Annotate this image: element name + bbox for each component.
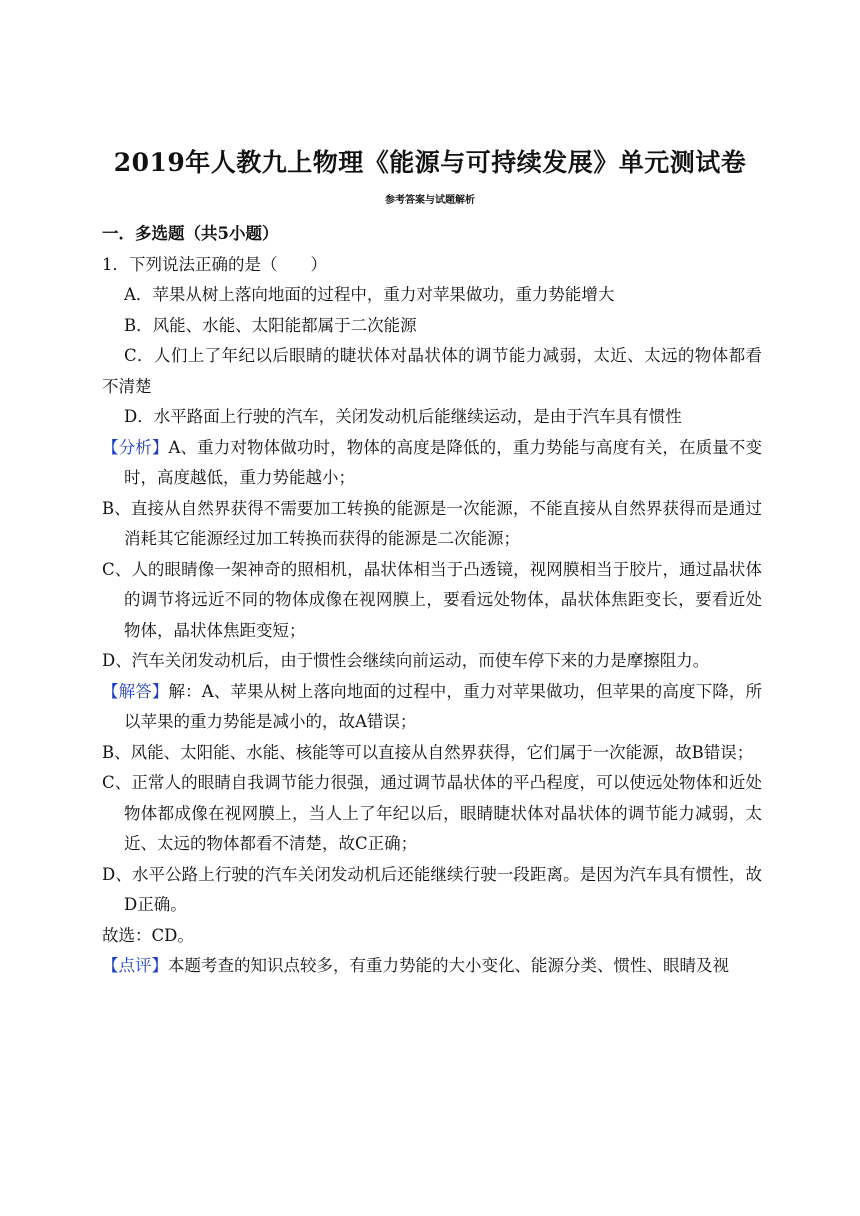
comment-text: 本题考查的知识点较多，有重力势能的大小变化、能源分类、惯性、眼睛及视 xyxy=(168,956,729,975)
solution-item-c: C、正常人的眼睛自我调节能力很强，通过调节晶状体的平凸程度，可以使远处物体和近处物体都成像在视网膜上，当人上了年纪以后，眼睛睫状体对晶状体的调节能力减弱，太近、太远的物体都看不清楚，故C正确； xyxy=(102,773,762,853)
option-c: C．人们上了年纪以后眼睛的睫状体对晶状体的调节能力减弱，太近、太远的物体都看不清楚 xyxy=(102,346,762,396)
analysis-tag: 【分析】 xyxy=(102,437,169,457)
comment-line xyxy=(102,951,762,982)
document-body xyxy=(102,219,762,982)
section-heading: 一．多选题（共5小题） xyxy=(102,224,279,243)
comment-block xyxy=(102,951,762,982)
analysis-text-a: A、重力对物体做功时，物体的高度是降低的，重力势能与高度有关，在质量不变时，高度越低，重力势能越小； xyxy=(124,437,763,487)
page-title: 2019年人教九上物理《能源与可持续发展》单元测试卷 xyxy=(113,148,747,177)
comment-tag: 【点评】 xyxy=(102,956,168,975)
solution-item-d: D、水平公路上行驶的汽车关闭发动机后还能继续行驶一段距离。是因为汽车具有惯性，故D正确。 xyxy=(102,864,762,914)
answer-line: 故选：CD。 xyxy=(102,925,194,945)
analysis-block xyxy=(102,433,762,677)
solution-text-a: 解：A、苹果从树上落向地面的过程中，重力对苹果做功，但苹果的高度下降，所以苹果的重力势能是减小的，故A错误； xyxy=(124,681,763,731)
solution-item-a xyxy=(102,677,762,738)
analysis-item-b: B、直接从自然界获得不需要加工转换的能源是一次能源，不能直接从自然界获得而是通过消耗其它能源经过加工转换而获得的能源是二次能源； xyxy=(102,498,762,548)
option-b: B．风能、水能、太阳能都属于二次能源 xyxy=(124,315,417,335)
solution-item-b: B、风能、太阳能、水能、核能等可以直接从自然界获得，它们属于一次能源，故B错误； xyxy=(102,742,754,762)
analysis-item-c: C、人的眼睛像一架神奇的照相机，晶状体相当于凸透镜，视网膜相当于胶片，通过晶状体的调节将远近不同的物体成像在视网膜上，要看远处物体，晶状体焦距变长，要看近处物体，晶状体焦距变短； xyxy=(102,559,762,640)
analysis-item-a xyxy=(102,433,762,494)
solution-block xyxy=(102,677,762,952)
analysis-item-d: D、汽车关闭发动机后，由于惯性会继续向前运动，而使车停下来的力是摩擦阻力。 xyxy=(102,651,710,670)
option-a: A．苹果从树上落向地面的过程中，重力对苹果做功，重力势能增大 xyxy=(124,285,615,304)
solution-tag: 【解答】 xyxy=(102,681,169,701)
question-block xyxy=(102,250,762,433)
page-subtitle: 参考答案与试题解析 xyxy=(385,195,475,206)
option-d: D．水平路面上行驶的汽车，关闭发动机后能继续运动，是由于汽车具有惯性 xyxy=(124,407,682,426)
question-stem: 1．下列说法正确的是（ ） xyxy=(102,254,327,274)
